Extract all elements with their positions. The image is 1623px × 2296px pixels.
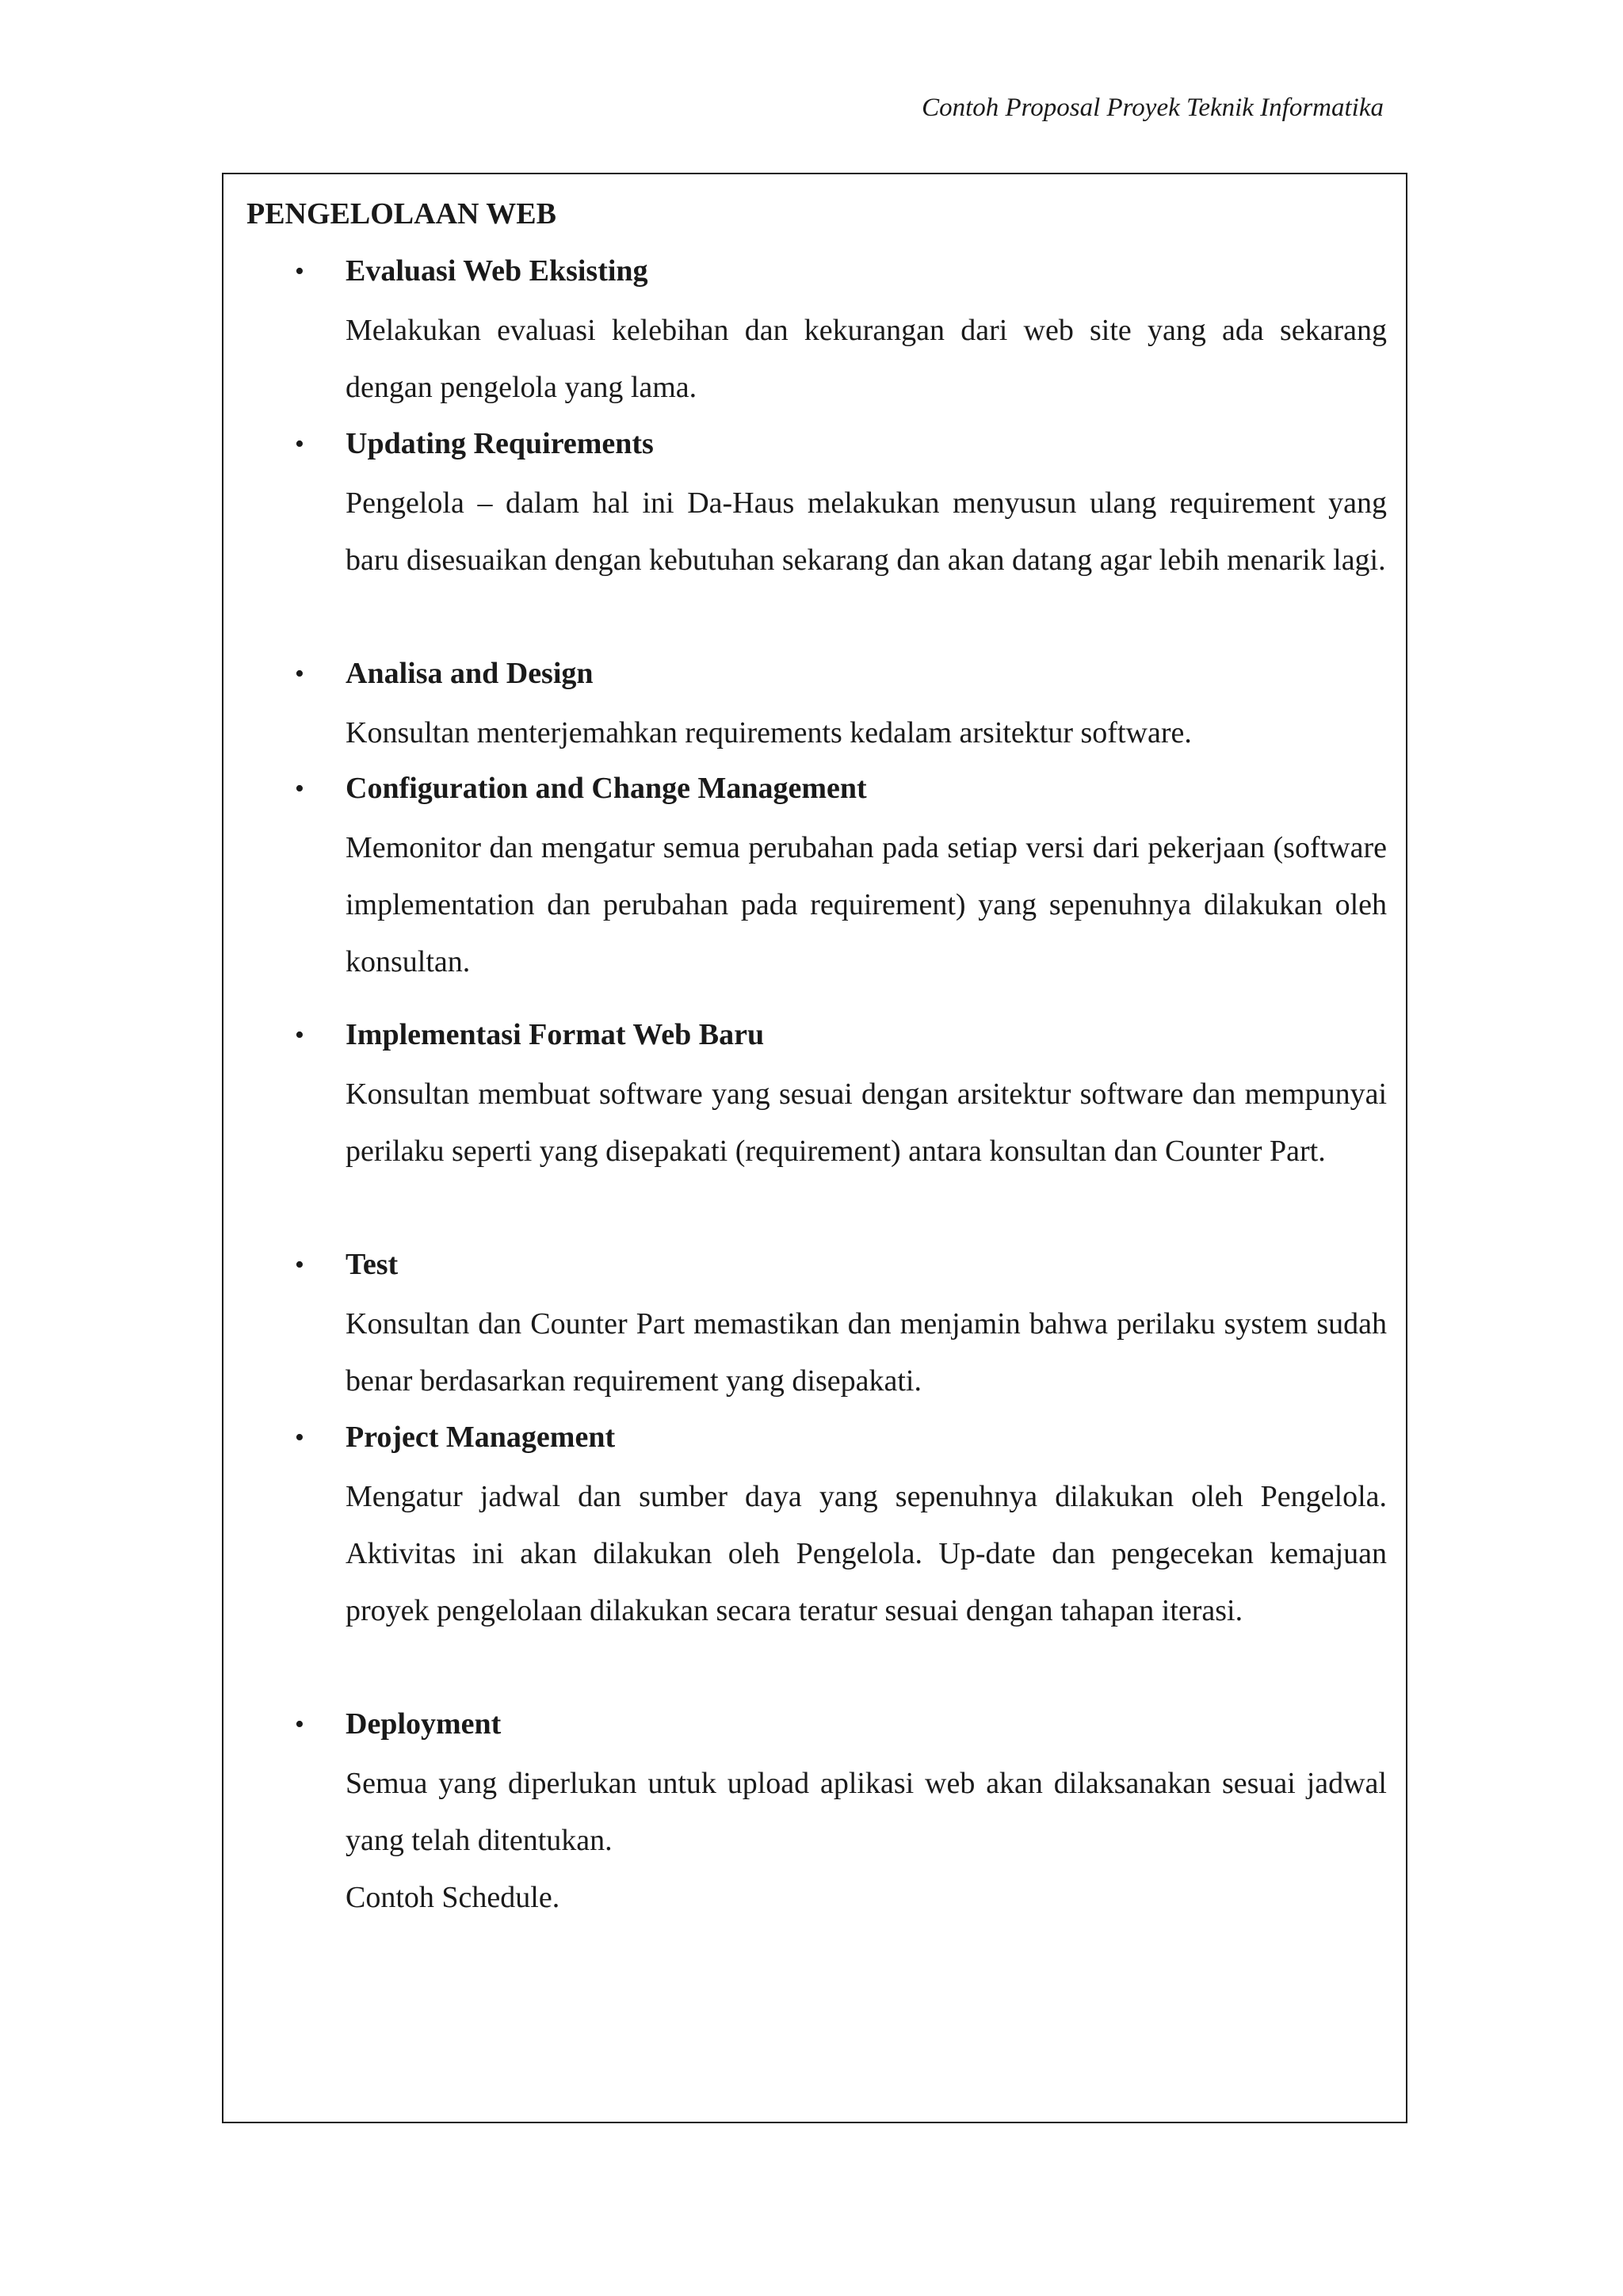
item-body-text: Konsultan menterjemahkan requirements kedalam arsitektur software. (346, 716, 1192, 749)
item-title-test: Test (346, 1248, 399, 1281)
item-title-project-management: Project Management (346, 1421, 616, 1454)
item-body-text: Konsultan dan Counter Part memastikan dan menjamin bahwa perilaku system sudah benar berdasarkan requirement yang disepakati. (346, 1307, 1387, 1398)
bullet-icon: • (295, 1423, 304, 1452)
item-body-extra: Contoh Schedule. (346, 1881, 560, 1914)
bullet-icon: • (295, 1250, 304, 1280)
item-body-implementasi (346, 1066, 1387, 1180)
item-body-evaluasi (346, 302, 1387, 416)
bullet-icon: • (295, 774, 304, 803)
item-body-text: Pengelola – dalam hal ini Da-Haus melakukan menyusun ulang requirement yang baru disesuaikan dengan kebutuhan sekarang dan akan datang agar lebih menarik lagi. (346, 486, 1387, 577)
item-body-updating (346, 475, 1387, 589)
item-title-analisa: Analisa and Design (346, 657, 594, 690)
bullet-icon: • (295, 1020, 304, 1050)
item-body-test (346, 1295, 1387, 1409)
page-header: Contoh Proposal Proyek Teknik Informatika (922, 93, 1384, 122)
item-body-text: Konsultan membuat software yang sesuai dengan arsitektur software dan mempunyai perilaku seperti yang disepakati (requirement) antara konsultan dan Counter Part. (346, 1077, 1387, 1168)
item-title-configuration: Configuration and Change Management (346, 772, 867, 805)
item-body-analisa (346, 704, 1387, 761)
item-title-deployment: Deployment (346, 1707, 502, 1741)
item-title-updating: Updating Requirements (346, 427, 654, 460)
item-body-text: Semua yang diperlukan untuk upload aplikasi web akan dilaksanakan sesuai jadwal yang telah ditentukan. (346, 1767, 1387, 1857)
bullet-icon: • (295, 429, 304, 459)
item-body-configuration (346, 819, 1387, 990)
item-title-implementasi: Implementasi Format Web Baru (346, 1018, 765, 1051)
item-body-project-management (346, 1468, 1387, 1639)
bullet-icon: • (295, 1710, 304, 1739)
bullet-icon: • (295, 257, 304, 286)
item-body-text: Melakukan evaluasi kelebihan dan kekurangan dari web site yang ada sekarang dengan pengelola yang lama. (346, 314, 1387, 404)
item-body-text: Mengatur jadwal dan sumber daya yang sepenuhnya dilakukan oleh Pengelola. Aktivitas ini akan dilakukan oleh Pengelola. Up-date dan pengecekan kemajuan proyek pengelolaan dilakukan secara teratur sesuai dengan tahapan iterasi. (346, 1480, 1387, 1627)
item-body-deployment (346, 1755, 1387, 1926)
section-title: PENGELOLAAN WEB (246, 197, 556, 231)
bullet-icon: • (295, 659, 304, 688)
item-body-text: Memonitor dan mengatur semua perubahan pada setiap versi dari pekerjaan (software implementation dan perubahan pada requirement) yang sepenuhnya dilakukan oleh konsultan. (346, 831, 1387, 978)
item-title-evaluasi: Evaluasi Web Eksisting (346, 254, 648, 288)
